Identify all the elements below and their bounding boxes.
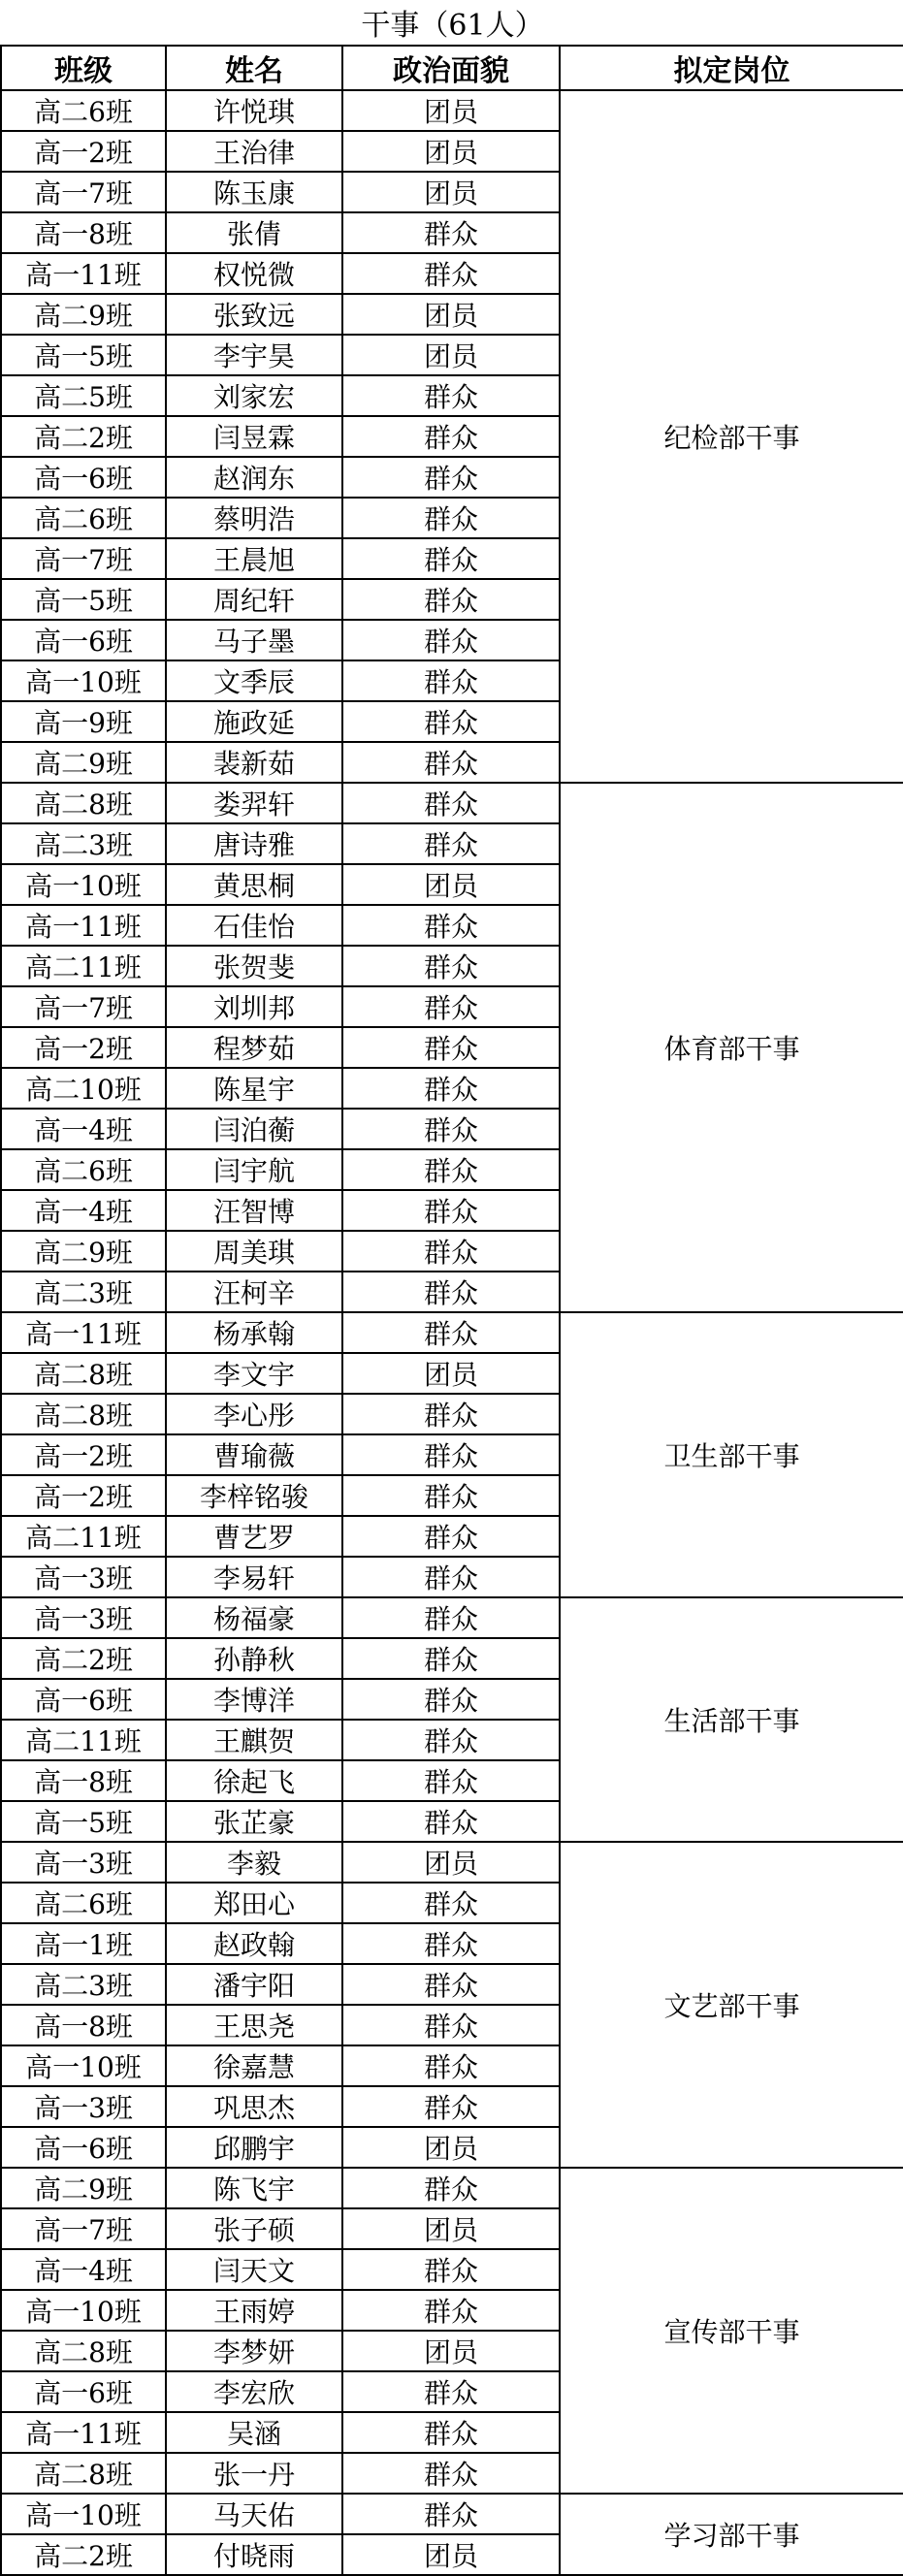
class-cell: 高二10班 [1, 1068, 166, 1109]
class-cell: 高一10班 [1, 864, 166, 905]
class-cell: 高一9班 [1, 701, 166, 742]
political-status-cell: 群众 [342, 1394, 560, 1434]
table-title: 干事（61人） [1, 0, 903, 46]
class-cell: 高二3班 [1, 1272, 166, 1312]
political-status-cell: 群众 [342, 2412, 560, 2453]
political-status-cell: 群众 [342, 212, 560, 253]
political-status-cell: 群众 [342, 1638, 560, 1679]
header-row [1, 46, 903, 90]
position-cell: 卫生部干事 [560, 1312, 903, 1597]
class-cell: 高二2班 [1, 416, 166, 457]
class-cell: 高二3班 [1, 823, 166, 864]
name-cell: 闫泊蘅 [166, 1109, 342, 1149]
name-cell: 徐嘉慧 [166, 2045, 342, 2086]
political-status-cell: 团员 [342, 2331, 560, 2371]
class-cell: 高二9班 [1, 742, 166, 783]
header-class: 班级 [1, 46, 166, 90]
political-status-cell: 群众 [342, 660, 560, 701]
class-cell: 高二9班 [1, 2168, 166, 2208]
political-status-cell: 群众 [342, 579, 560, 620]
name-cell: 巩思杰 [166, 2086, 342, 2127]
political-status-cell: 团员 [342, 1842, 560, 1883]
class-cell: 高一3班 [1, 1557, 166, 1597]
class-cell: 高二11班 [1, 1516, 166, 1557]
class-cell: 高一10班 [1, 2290, 166, 2331]
name-cell: 王晨旭 [166, 538, 342, 579]
name-cell: 张倩 [166, 212, 342, 253]
name-cell: 裴新茹 [166, 742, 342, 783]
class-cell: 高二6班 [1, 498, 166, 538]
title-row [1, 0, 903, 46]
name-cell: 王雨婷 [166, 2290, 342, 2331]
table-row [1, 1597, 903, 1638]
name-cell: 马天佑 [166, 2494, 342, 2534]
political-status-cell: 团员 [342, 2534, 560, 2575]
table-row [1, 1842, 903, 1883]
name-cell: 李毅 [166, 1842, 342, 1883]
political-status-cell: 群众 [342, 1964, 560, 2005]
name-cell: 权悦微 [166, 253, 342, 294]
class-cell: 高一2班 [1, 1475, 166, 1516]
table-row [1, 2168, 903, 2208]
political-status-cell: 群众 [342, 620, 560, 660]
name-cell: 娄羿轩 [166, 783, 342, 823]
political-status-cell: 群众 [342, 905, 560, 946]
political-status-cell: 群众 [342, 2371, 560, 2412]
class-cell: 高二2班 [1, 1638, 166, 1679]
name-cell: 王思尧 [166, 2005, 342, 2045]
political-status-cell: 群众 [342, 1516, 560, 1557]
political-status-cell: 群众 [342, 2005, 560, 2045]
class-cell: 高一10班 [1, 2045, 166, 2086]
name-cell: 刘圳邦 [166, 986, 342, 1027]
name-cell: 邱鹏宇 [166, 2127, 342, 2168]
class-cell: 高一7班 [1, 2208, 166, 2249]
name-cell: 石佳怡 [166, 905, 342, 946]
class-cell: 高二6班 [1, 1883, 166, 1923]
class-cell: 高一6班 [1, 2127, 166, 2168]
class-cell: 高一2班 [1, 1027, 166, 1068]
political-status-cell: 团员 [342, 1353, 560, 1394]
name-cell: 潘宇阳 [166, 1964, 342, 2005]
political-status-cell: 群众 [342, 2494, 560, 2534]
class-cell: 高二8班 [1, 2331, 166, 2371]
political-status-cell: 群众 [342, 1231, 560, 1272]
class-cell: 高二3班 [1, 1964, 166, 2005]
political-status-cell: 团员 [342, 131, 560, 172]
name-cell: 张芷豪 [166, 1801, 342, 1842]
name-cell: 张子硕 [166, 2208, 342, 2249]
position-cell: 文艺部干事 [560, 1842, 903, 2168]
name-cell: 文季辰 [166, 660, 342, 701]
class-cell: 高二5班 [1, 375, 166, 416]
political-status-cell: 群众 [342, 253, 560, 294]
political-status-cell: 群众 [342, 783, 560, 823]
political-status-cell: 群众 [342, 375, 560, 416]
name-cell: 曹艺罗 [166, 1516, 342, 1557]
table-row [1, 783, 903, 823]
class-cell: 高一6班 [1, 457, 166, 498]
name-cell: 李宇昊 [166, 335, 342, 375]
class-cell: 高一8班 [1, 1760, 166, 1801]
class-cell: 高一6班 [1, 2371, 166, 2412]
class-cell: 高一8班 [1, 2005, 166, 2045]
name-cell: 蔡明浩 [166, 498, 342, 538]
class-cell: 高一2班 [1, 1434, 166, 1475]
political-status-cell: 群众 [342, 1883, 560, 1923]
class-cell: 高一3班 [1, 1597, 166, 1638]
political-status-cell: 群众 [342, 2086, 560, 2127]
political-status-cell: 群众 [342, 1720, 560, 1760]
political-status-cell: 群众 [342, 2290, 560, 2331]
position-cell: 生活部干事 [560, 1597, 903, 1842]
political-status-cell: 群众 [342, 1760, 560, 1801]
class-cell: 高二9班 [1, 1231, 166, 1272]
class-cell: 高一5班 [1, 579, 166, 620]
class-cell: 高二11班 [1, 1720, 166, 1760]
class-cell: 高二9班 [1, 294, 166, 335]
political-status-cell: 团员 [342, 2208, 560, 2249]
name-cell: 闫昱霖 [166, 416, 342, 457]
class-cell: 高一4班 [1, 2249, 166, 2290]
name-cell: 徐起飞 [166, 1760, 342, 1801]
political-status-cell: 群众 [342, 701, 560, 742]
class-cell: 高一6班 [1, 1679, 166, 1720]
political-status-cell: 团员 [342, 864, 560, 905]
name-cell: 马子墨 [166, 620, 342, 660]
political-status-cell: 团员 [342, 294, 560, 335]
class-cell: 高一5班 [1, 1801, 166, 1842]
political-status-cell: 群众 [342, 1597, 560, 1638]
name-cell: 李梓铭骏 [166, 1475, 342, 1516]
name-cell: 李梦妍 [166, 2331, 342, 2371]
name-cell: 陈星宇 [166, 1068, 342, 1109]
table-row [1, 1312, 903, 1353]
class-cell: 高一11班 [1, 905, 166, 946]
class-cell: 高一11班 [1, 1312, 166, 1353]
name-cell: 闫宇航 [166, 1149, 342, 1190]
political-status-cell: 群众 [342, 538, 560, 579]
position-cell: 学习部干事 [560, 2494, 903, 2575]
political-status-cell: 群众 [342, 1190, 560, 1231]
name-cell: 陈飞宇 [166, 2168, 342, 2208]
class-cell: 高二8班 [1, 1353, 166, 1394]
header-name: 姓名 [166, 46, 342, 90]
class-cell: 高一2班 [1, 131, 166, 172]
name-cell: 王麒贺 [166, 1720, 342, 1760]
position-cell: 体育部干事 [560, 783, 903, 1312]
political-status-cell: 群众 [342, 1475, 560, 1516]
political-status-cell: 群众 [342, 1027, 560, 1068]
political-status-cell: 团员 [342, 2127, 560, 2168]
political-status-cell: 群众 [342, 457, 560, 498]
political-status-cell: 群众 [342, 1109, 560, 1149]
political-status-cell: 群众 [342, 742, 560, 783]
class-cell: 高一10班 [1, 660, 166, 701]
name-cell: 周美琪 [166, 1231, 342, 1272]
name-cell: 汪智博 [166, 1190, 342, 1231]
name-cell: 杨福豪 [166, 1597, 342, 1638]
political-status-cell: 群众 [342, 946, 560, 986]
class-cell: 高一8班 [1, 212, 166, 253]
class-cell: 高二2班 [1, 2534, 166, 2575]
class-cell: 高一7班 [1, 986, 166, 1027]
name-cell: 刘家宏 [166, 375, 342, 416]
name-cell: 黄思桐 [166, 864, 342, 905]
name-cell: 施政延 [166, 701, 342, 742]
political-status-cell: 群众 [342, 2168, 560, 2208]
political-status-cell: 群众 [342, 2045, 560, 2086]
political-status-cell: 群众 [342, 1068, 560, 1109]
name-cell: 张贺斐 [166, 946, 342, 986]
name-cell: 程梦茹 [166, 1027, 342, 1068]
class-cell: 高一4班 [1, 1190, 166, 1231]
class-cell: 高一7班 [1, 538, 166, 579]
political-status-cell: 群众 [342, 1557, 560, 1597]
name-cell: 付晓雨 [166, 2534, 342, 2575]
name-cell: 郑田心 [166, 1883, 342, 1923]
table-row [1, 90, 903, 131]
name-cell: 李易轩 [166, 1557, 342, 1597]
name-cell: 张一丹 [166, 2453, 342, 2494]
name-cell: 张致远 [166, 294, 342, 335]
header-political-status: 政治面貌 [342, 46, 560, 90]
political-status-cell: 团员 [342, 335, 560, 375]
class-cell: 高一1班 [1, 1923, 166, 1964]
name-cell: 赵润东 [166, 457, 342, 498]
political-status-cell: 群众 [342, 416, 560, 457]
name-cell: 陈玉康 [166, 172, 342, 212]
political-status-cell: 团员 [342, 90, 560, 131]
class-cell: 高二11班 [1, 946, 166, 986]
roster-body [1, 90, 903, 2575]
name-cell: 王治律 [166, 131, 342, 172]
political-status-cell: 群众 [342, 1149, 560, 1190]
political-status-cell: 群众 [342, 1434, 560, 1475]
political-status-cell: 群众 [342, 1801, 560, 1842]
class-cell: 高二8班 [1, 1394, 166, 1434]
name-cell: 杨承翰 [166, 1312, 342, 1353]
political-status-cell: 群众 [342, 1679, 560, 1720]
class-cell: 高二6班 [1, 90, 166, 131]
name-cell: 周纪轩 [166, 579, 342, 620]
class-cell: 高一10班 [1, 2494, 166, 2534]
political-status-cell: 团员 [342, 172, 560, 212]
name-cell: 李心彤 [166, 1394, 342, 1434]
name-cell: 赵政翰 [166, 1923, 342, 1964]
class-cell: 高一11班 [1, 253, 166, 294]
class-cell: 高一3班 [1, 2086, 166, 2127]
class-cell: 高一11班 [1, 2412, 166, 2453]
class-cell: 高二8班 [1, 783, 166, 823]
name-cell: 孙静秋 [166, 1638, 342, 1679]
name-cell: 唐诗雅 [166, 823, 342, 864]
class-cell: 高一4班 [1, 1109, 166, 1149]
class-cell: 高一6班 [1, 620, 166, 660]
class-cell: 高一5班 [1, 335, 166, 375]
name-cell: 李文宇 [166, 1353, 342, 1394]
name-cell: 李博洋 [166, 1679, 342, 1720]
class-cell: 高一3班 [1, 1842, 166, 1883]
class-cell: 高二6班 [1, 1149, 166, 1190]
political-status-cell: 群众 [342, 498, 560, 538]
political-status-cell: 群众 [342, 1923, 560, 1964]
class-cell: 高二8班 [1, 2453, 166, 2494]
political-status-cell: 群众 [342, 823, 560, 864]
name-cell: 吴涵 [166, 2412, 342, 2453]
name-cell: 李宏欣 [166, 2371, 342, 2412]
political-status-cell: 群众 [342, 986, 560, 1027]
name-cell: 许悦琪 [166, 90, 342, 131]
header-position: 拟定岗位 [560, 46, 903, 90]
name-cell: 汪柯辛 [166, 1272, 342, 1312]
name-cell: 曹瑜薇 [166, 1434, 342, 1475]
table-row [1, 2494, 903, 2534]
position-cell: 纪检部干事 [560, 90, 903, 783]
political-status-cell: 群众 [342, 2249, 560, 2290]
position-cell: 宣传部干事 [560, 2168, 903, 2494]
political-status-cell: 群众 [342, 1312, 560, 1353]
political-status-cell: 群众 [342, 1272, 560, 1312]
political-status-cell: 群众 [342, 2453, 560, 2494]
name-cell: 闫天文 [166, 2249, 342, 2290]
class-cell: 高一7班 [1, 172, 166, 212]
